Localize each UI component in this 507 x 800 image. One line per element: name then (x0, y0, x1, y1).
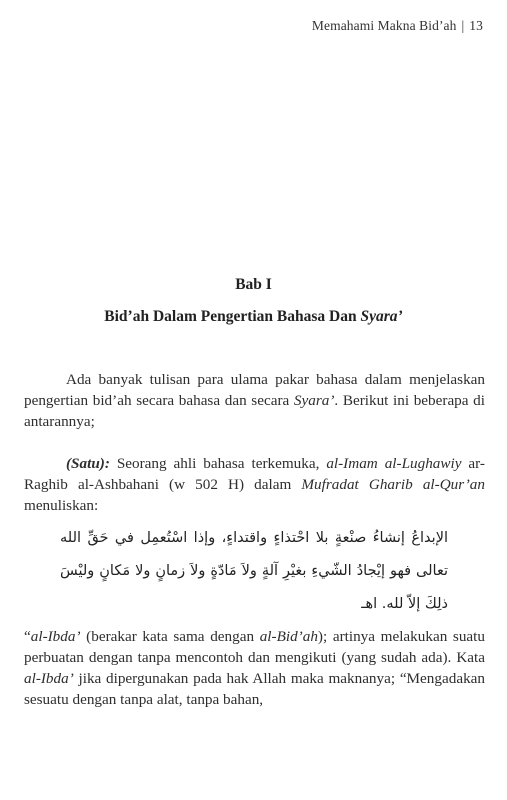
page-number: 13 (469, 18, 483, 33)
para1-text-a: Ada banyak tulisan para ulama pakar bahasa dalam menjelaskan pengertian bid’ah secara bahasa dan secara (24, 371, 485, 409)
paragraph-translation (24, 626, 485, 710)
header-separator: | (461, 18, 465, 33)
para2-text-a: Seorang ahli bahasa terkemuka, (109, 455, 327, 472)
para2-italic-a: al-Imam al-Lughawiy (326, 455, 462, 472)
para3-text-c: jika dipergunakan pada hak Allah maka maknanya; “Mengadakan sesuatu dengan tanpa alat, tanpa bahan, (24, 670, 485, 708)
para1-text-b: . Berikut ini beberapa di antarannya; (24, 392, 485, 430)
paragraph-satu (24, 453, 485, 516)
chapter-title-main: Bid’ah Dalam Pengertian Bahasa Dan (104, 308, 361, 325)
chapter-label: Bab I (235, 276, 272, 293)
chapter-title (0, 308, 507, 326)
para3-italic-c: al-Ibda’ (24, 670, 74, 687)
running-header (312, 18, 483, 34)
book-title: Memahami Makna Bid’ah (311, 18, 457, 33)
para3-text-b: ); artinya melakukan suatu perbuatan dengan tanpa mencontoh dan mengikuti (yang sudah ada). Kata (24, 628, 485, 666)
para2-text-b: ar-Raghib al-Ashbahani (w 502 H) dalam (24, 455, 485, 493)
para2-text-c: menuliskan: (24, 497, 99, 514)
paragraph-intro (24, 369, 485, 432)
para3-italic-b: al-Bid’ah (259, 628, 318, 645)
para3-italic-a: al-Ibda’ (30, 628, 81, 645)
arabic-quote: الإبداعُ إنشاءُ صنْعةٍ بلا احْتذاءٍ واقتداءٍ، وإذا اسْتُعمِل في حَقِّ الله تعالى فهو إيْجادُ الشّيءِ بغيْرِ آلةٍ ولاَ مَادّةٍ ولاَ زمانٍ ولا مَكانٍ وليْسَ ذلِكَ إلاّ لله. اهـ (60, 530, 448, 612)
para2-lead: (Satu): (66, 455, 110, 472)
chapter-title-italic: Syara’ (360, 308, 403, 325)
para3-text-a: (berakar kata sama dengan (80, 628, 260, 645)
para2-italic-b: Mufradat Gharib al-Qur’an (301, 476, 485, 493)
para3-open-quote: “ (24, 628, 31, 645)
para1-italic-a: Syara’ (293, 392, 335, 409)
